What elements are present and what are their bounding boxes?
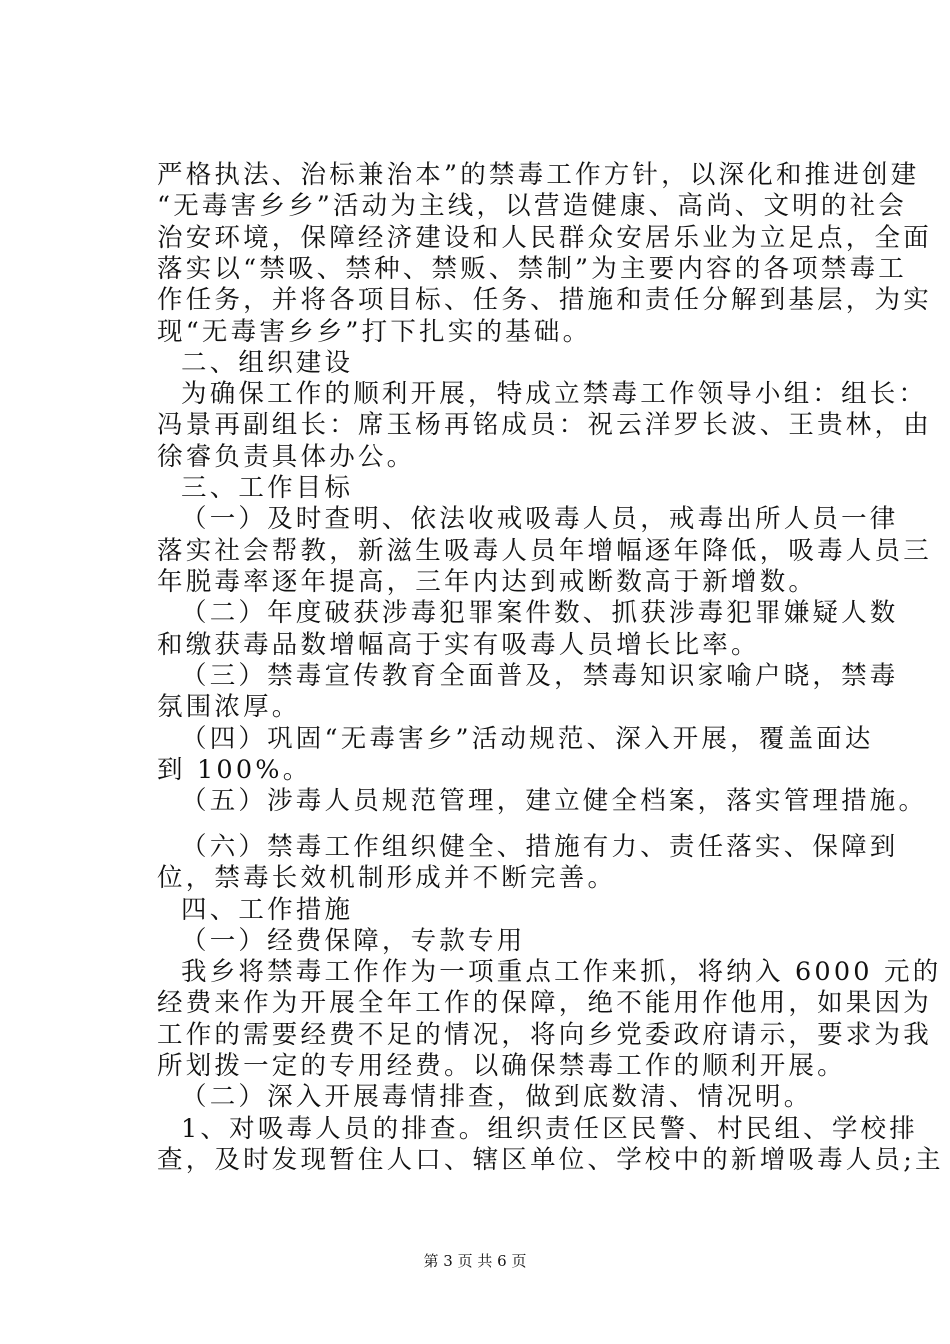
text-line: 四、工作措施 (181, 895, 354, 925)
text-line: 到 100%。 (157, 755, 312, 785)
text-line: “无毒害乡乡”活动为主线，以营造健康、高尚、文明的社会 (157, 191, 907, 221)
text-line: （二）年度破获涉毒犯罪案件数、抓获涉毒犯罪嫌疑人数 (181, 598, 899, 628)
text-line: 落实以“禁吸、禁种、禁贩、禁制”为主要内容的各项禁毒工 (157, 254, 907, 284)
text-line: 作任务，并将各项目标、任务、措施和责任分解到基层，为实 (157, 285, 932, 315)
text-line: 查，及时发现暂住人口、辖区单位、学校中的新增吸毒人员;主 (157, 1145, 944, 1175)
text-line: 治安环境，保障经济建设和人民群众安居乐业为立足点，全面 (157, 223, 932, 253)
text-line: 二、组织建设 (181, 348, 354, 378)
text-line: 徐睿负责具体办公。 (157, 442, 416, 472)
text-line: 工作的需要经费不足的情况，将向乡党委政府请示，要求为我 (157, 1020, 932, 1050)
text-line: 位，禁毒长效机制形成并不断完善。 (157, 863, 617, 893)
text-line: 1、对吸毒人员的排查。组织责任区民警、村民组、学校排 (181, 1114, 918, 1144)
text-line: 三、工作目标 (181, 473, 354, 503)
text-line: （六）禁毒工作组织健全、措施有力、责任落实、保障到 (181, 832, 899, 862)
text-line: 严格执法、治标兼治本”的禁毒工作方针，以深化和推进创建 (157, 160, 920, 190)
text-line: 落实社会帮教，新滋生吸毒人员年增幅逐年降低，吸毒人员三 (157, 536, 932, 566)
text-line: （四）巩固“无毒害乡”活动规范、深入开展，覆盖面达 (181, 724, 874, 754)
text-line: 我乡将禁毒工作作为一项重点工作来抓，将纳入 6000 元的 (181, 957, 942, 987)
text-line: 氛围浓厚。 (157, 692, 301, 722)
text-line: 和缴获毒品数增幅高于实有吸毒人员增长比率。 (157, 630, 760, 660)
text-line: 现“无毒害乡乡”打下扎实的基础。 (157, 317, 592, 347)
text-line: 经费来作为开展全年工作的保障，绝不能用作他用，如果因为 (157, 988, 932, 1018)
text-line: （二）深入开展毒情排查，做到底数清、情况明。 (181, 1082, 813, 1112)
text-line: 为确保工作的顺利开展，特成立禁毒工作领导小组：组长： (181, 379, 928, 409)
text-line: 冯景再副组长：席玉杨再铭成员：祝云洋罗长波、王贵林，由 (157, 410, 932, 440)
text-line: （三）禁毒宣传教育全面普及，禁毒知识家喻户晓，禁毒 (181, 661, 899, 691)
text-line: （一）及时查明、依法收戒吸毒人员，戒毒出所人员一律 (181, 504, 899, 534)
text-line: （一）经费保障，专款专用 (181, 926, 526, 956)
text-line: （五）涉毒人员规范管理，建立健全档案，落实管理措施。 (181, 786, 928, 816)
page-footer: 第 3 页 共 6 页 (423, 1252, 527, 1270)
text-line: 所划拨一定的专用经费。以确保禁毒工作的顺利开展。 (157, 1051, 846, 1081)
text-line: 年脱毒率逐年提高，三年内达到戒断数高于新增数。 (157, 567, 818, 597)
